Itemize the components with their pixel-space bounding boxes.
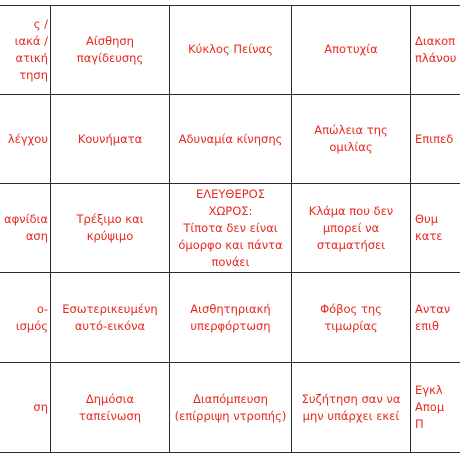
bingo-cell: Εσωτερικευμένη αυτό-εικόνα — [62, 301, 158, 333]
bingo-cell: ς / ιακά / ατική τηση — [14, 16, 48, 82]
bingo-cell: Συζήτηση σαν να μην υπάρχει εκεί — [301, 391, 401, 423]
bingo-cell: Διαπόμπευση (επίρριψη ντροπής) — [174, 391, 287, 423]
bingo-cell: Εγκλ Απομ Π — [415, 383, 445, 431]
bingo-cell: Αδυναμία κίνησης — [178, 131, 283, 146]
bingo-cell: ο- ισμός — [15, 301, 48, 333]
free-space-cell: ΕΛΕΥΘΕΡΟΣ ΧΩΡΟΣ: Τίποτα δεν είναι όμορφο και πάντα πονάει — [178, 186, 283, 269]
bingo-cell: Αποτυχία — [324, 42, 378, 56]
bingo-cell: αφνίδια αση — [4, 212, 48, 243]
bingo-cell: Θυμ κατε — [415, 212, 443, 243]
bingo-cell: Απώλεια της ομιλίας — [314, 123, 388, 154]
bingo-cell: Αισθητηριακή υπερφόρτωση — [190, 301, 271, 333]
bingo-cell: Κλάμα που δεν μπορεί να σταματήσει — [308, 203, 394, 252]
bingo-cell: λέγχου — [7, 131, 48, 146]
bingo-cell: Δημόσια ταπείνωση — [78, 391, 142, 423]
bingo-cell: Τρέξιμο και κρύψιμο — [76, 212, 144, 243]
bingo-cell: Ανταν επιθ — [415, 301, 451, 333]
bingo-cell: Κύκλος Πείνας — [188, 42, 273, 56]
bingo-cell: Φόβος της τιμωρίας — [320, 301, 382, 333]
bingo-cell: Επιπεδ — [415, 131, 454, 146]
bingo-cell: Κουνήματα — [77, 131, 143, 146]
bingo-cell: Αίσθηση παγίδευσης — [76, 33, 144, 65]
grid-hline-5 — [0, 452, 460, 453]
bingo-cell: Διακοπ πλάνου — [415, 33, 457, 65]
bingo-cell: ση — [33, 400, 48, 414]
